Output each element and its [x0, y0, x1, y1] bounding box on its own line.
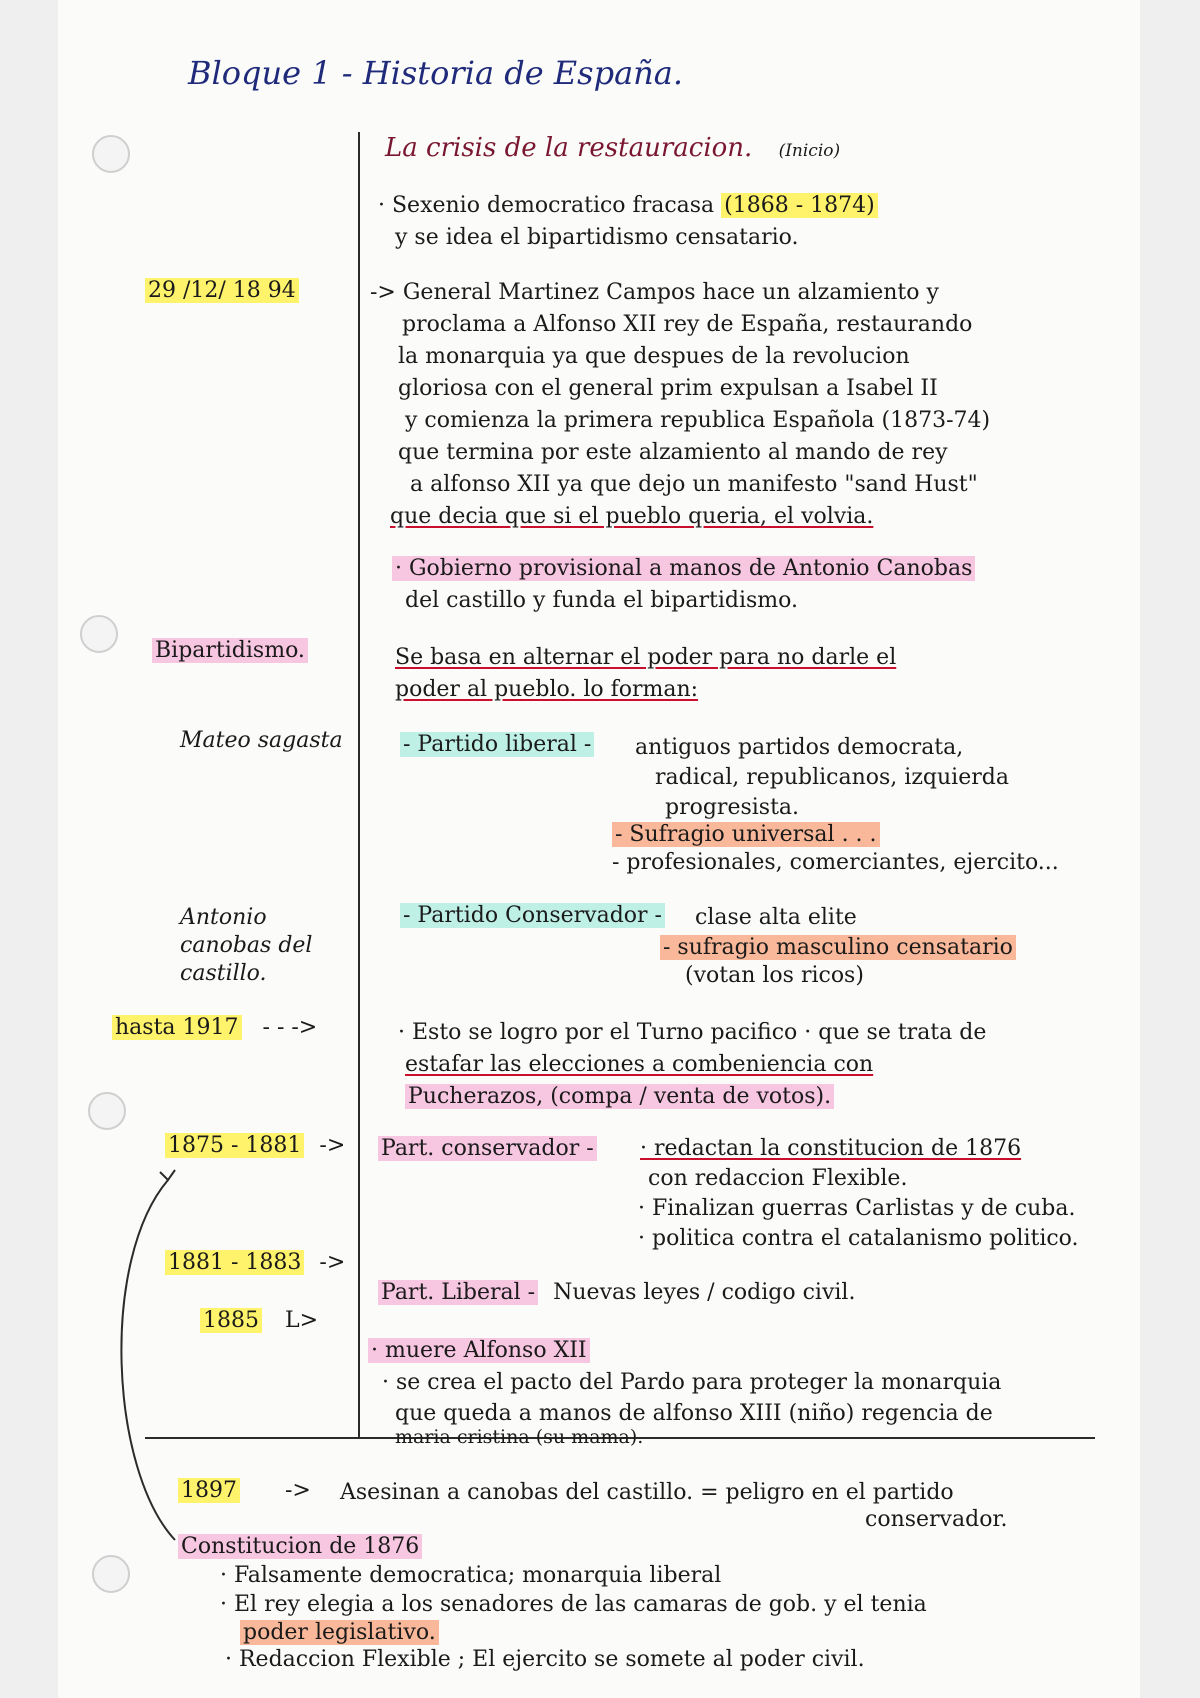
campos-line: que decia que si el pueblo queria, el volvia.: [390, 504, 874, 529]
liberal-item: antiguos partidos democrata,: [635, 735, 964, 760]
margin-period-3-arrow: L>: [285, 1308, 319, 1333]
margin-period-2-arrow: ->: [319, 1250, 346, 1275]
bipart-line: Se basa en alternar el poder para no darle el: [395, 645, 897, 670]
liberal-item: [612, 822, 880, 848]
turno-line: · Esto se logro por el Turno pacifico · que se trata de: [398, 1020, 987, 1045]
liberal-item: progresista.: [665, 795, 800, 820]
conservador-item: clase alta elite: [695, 905, 857, 930]
event-1897-cont: conservador.: [865, 1507, 1008, 1532]
margin-period-1: [165, 1133, 345, 1159]
liberal-item: - profesionales, comerciantes, ejercito...: [612, 850, 1059, 875]
campos-line: proclama a Alfonso XII rey de España, restaurando: [402, 312, 973, 337]
section-title-text: La crisis de la restauracion.: [385, 133, 753, 163]
campos-line: y comienza la primera republica Española (1873-74): [405, 408, 991, 433]
date-1897: [178, 1478, 240, 1504]
period1-item: · politica contra el catalanismo politico.: [638, 1226, 1079, 1251]
constitucion-legislativo: poder legislativo.: [240, 1620, 439, 1645]
margin-bipartidismo: [152, 638, 308, 664]
bipart-line: poder al pueblo. lo forman:: [395, 677, 699, 702]
constitucion-item: · Falsamente democratica; monarquia liberal: [220, 1563, 722, 1588]
period3-line: [368, 1338, 590, 1364]
campos-line: que termina por este alzamiento al mando de rey: [398, 440, 948, 465]
conservador-item: (votan los ricos): [685, 963, 864, 988]
conservador-item: [660, 935, 1016, 961]
intro-line-2: y se idea el bipartidismo censatario.: [395, 225, 799, 250]
gobierno-line: [392, 556, 975, 582]
liberal-item: radical, republicanos, izquierda: [655, 765, 1009, 790]
constitucion-item: · Redaccion Flexible ; El ejercito se somete al poder civil.: [225, 1647, 865, 1672]
constitucion-heading: [178, 1534, 422, 1560]
period2-text: Nuevas leyes / codigo civil.: [553, 1280, 856, 1305]
period1-label: [378, 1136, 597, 1162]
period1-item: · Finalizan guerras Carlistas y de cuba.: [638, 1196, 1076, 1221]
gobierno-line: del castillo y funda el bipartidismo.: [405, 588, 799, 613]
liberal-label: [400, 732, 594, 758]
margin-date-text: 29 /12/ 18 94: [145, 278, 299, 303]
section-title-note: (Inicio): [778, 141, 841, 161]
date-1897-arrow: ->: [285, 1478, 311, 1503]
page-title: Bloque 1 - Historia de España.: [188, 54, 683, 92]
conservador-label-text: - Partido Conservador -: [400, 903, 665, 928]
margin-period-1-text: 1875 - 1881: [165, 1133, 304, 1158]
constitucion-heading-text: Constitucion de 1876: [178, 1534, 422, 1559]
event-1897: Asesinan a canobas del castillo. = peligro en el partido: [340, 1480, 954, 1505]
turno-line: estafar las elecciones a combeniencia con: [405, 1052, 874, 1077]
margin-period-3-text: 1885: [200, 1308, 262, 1333]
intro-text: · Sexenio democratico fracasa: [378, 193, 715, 218]
margin-mateo-sagasta: Mateo sagasta: [180, 728, 343, 753]
conservador-label: [400, 903, 665, 929]
campos-line: gloriosa con el general prim expulsan a Isabel II: [398, 376, 938, 401]
period3-line: maria cristina (su mama).: [395, 1426, 644, 1448]
liberal-label-text: - Partido liberal -: [400, 732, 594, 757]
period2-label: [378, 1280, 855, 1306]
campos-line: a alfonso XII ya que dejo un manifesto "sand Hust": [410, 472, 978, 497]
turno-pucherazos: Pucherazos, (compa / venta de votos).: [405, 1084, 834, 1109]
period1-label-text: Part. conservador -: [378, 1136, 597, 1161]
margin-date-1894: [145, 278, 299, 304]
margin-period-2-text: 1881 - 1883: [165, 1250, 304, 1275]
margin-antonio-1: Antonio: [180, 905, 267, 930]
margin-antonio-3: castillo.: [180, 961, 267, 986]
date-1897-text: 1897: [178, 1478, 240, 1503]
gobierno-text: · Gobierno provisional a manos de Antonio Canobas: [392, 556, 975, 581]
section-title: [385, 135, 840, 164]
intro-line-1: [378, 193, 878, 219]
margin-bipartidismo-text: Bipartidismo.: [152, 638, 308, 663]
margin-period-2: [165, 1250, 345, 1276]
constitucion-item: · El rey elegia a los senadores de las camaras de gob. y el tenia: [220, 1592, 927, 1617]
constitucion-item: [240, 1620, 439, 1646]
turno-line: [405, 1084, 834, 1110]
margin-period-3: [200, 1308, 318, 1334]
period3-text: · muere Alfonso XII: [368, 1338, 590, 1363]
liberal-sufragio: - Sufragio universal . . .: [612, 822, 880, 847]
margin-hasta-1917: [112, 1015, 317, 1041]
margin-hasta-arrow: - - ->: [262, 1015, 318, 1040]
period3-line: que queda a manos de alfonso XIII (niño) regencia de: [395, 1401, 993, 1426]
margin-hasta-text: hasta 1917: [112, 1015, 242, 1040]
period1-item: · redactan la constitucion de 1876: [640, 1136, 1022, 1161]
margin-period-1-arrow: ->: [319, 1133, 346, 1158]
period3-line: · se crea el pacto del Pardo para proteger la monarquia: [382, 1370, 1002, 1395]
conservador-sufragio: - sufragio masculino censatario: [660, 935, 1016, 960]
period1-item: con redaccion Flexible.: [648, 1166, 908, 1191]
campos-line: la monarquia ya que despues de la revolucion: [398, 344, 910, 369]
period2-label-text: Part. Liberal -: [378, 1280, 538, 1305]
campos-line: -> General Martinez Campos hace un alzamiento y: [370, 280, 939, 305]
intro-dates: (1868 - 1874): [721, 193, 878, 218]
margin-antonio-2: canobas del: [180, 933, 313, 958]
